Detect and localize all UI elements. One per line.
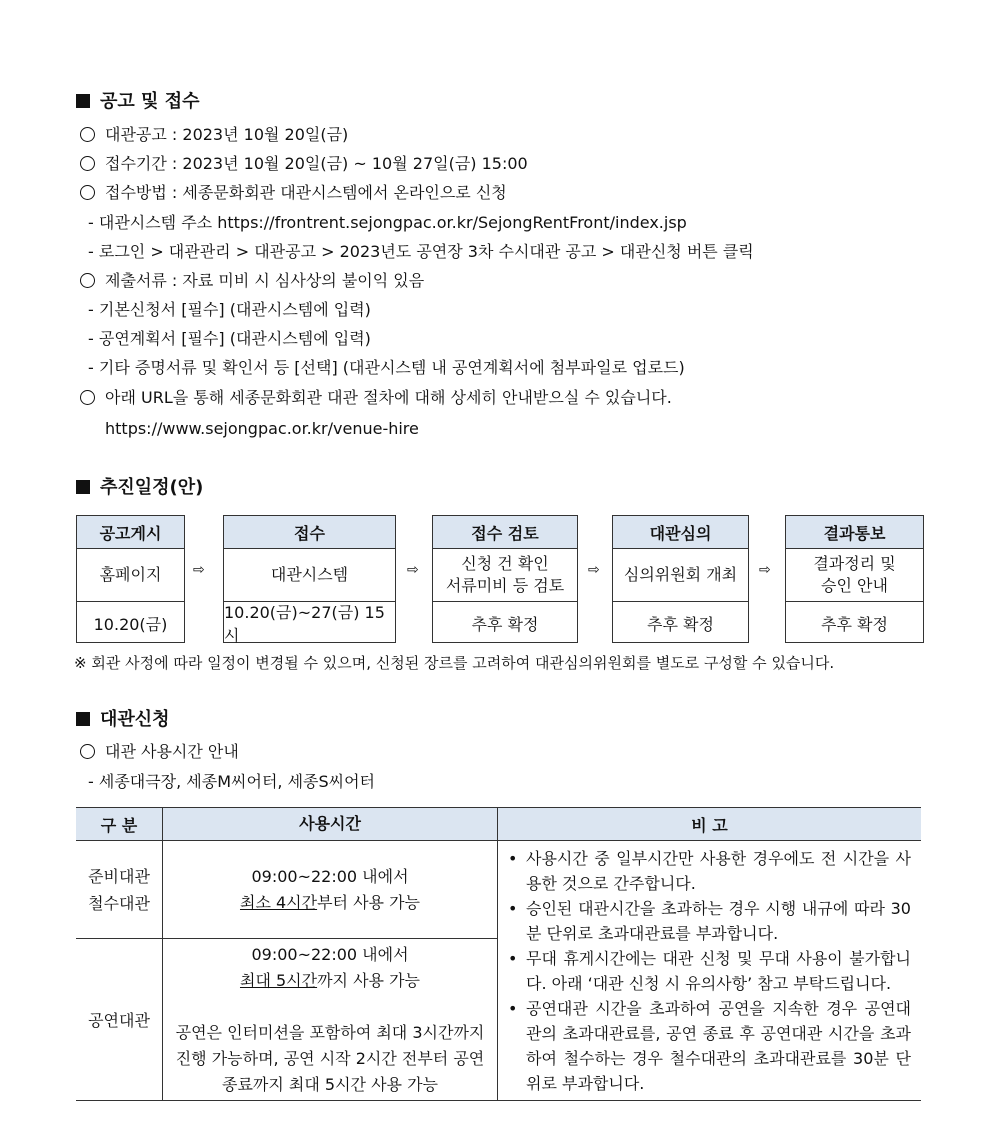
notice-date-line	[80, 124, 348, 146]
doc-other-line	[88, 357, 685, 379]
line-text: 대관 사용시간 안내	[105, 742, 239, 761]
cell-text: 종료까지 최대 5시간 사용 가능	[222, 1074, 438, 1094]
flow-step-review	[432, 515, 578, 643]
circle-bullet-icon	[80, 390, 95, 405]
square-bullet-icon	[76, 712, 90, 726]
column-header: 구 분	[76, 808, 163, 841]
step-body	[77, 549, 184, 602]
square-bullet-icon	[76, 480, 90, 494]
cell-text-rest: 부터 사용 가능	[317, 892, 420, 912]
usage-time-table	[76, 807, 921, 1101]
cell-text: 진행 가능하며, 공연 시작 2시간 전부터 공연	[175, 1048, 485, 1068]
category-cell	[76, 841, 163, 939]
cell-text: 09:00~22:00 내에서	[251, 944, 409, 964]
section-heading-schedule	[76, 477, 203, 499]
step-body-line: 홈페이지	[99, 565, 162, 584]
step-head: 결과통보	[786, 516, 923, 549]
cell-text-rest: 까지 사용 가능	[317, 970, 420, 990]
schedule-note: ※ 회관 사정에 따라 일정이 변경될 수 있으며, 신청된 장르를 고려하여 대관심의위원회를 별도로 구성할 수 있습니다.	[74, 654, 835, 672]
section-heading-application	[76, 709, 170, 731]
doc-basic-line	[88, 299, 371, 321]
step-body-line: 서류미비 등 검토	[445, 576, 565, 595]
cell-text: 철수대관	[88, 893, 150, 913]
line-text: - 세종대극장, 세종M씨어터, 세종S씨어터	[88, 772, 376, 791]
step-body-line: 심의위원회 개최	[623, 565, 738, 584]
cell-text: 준비대관	[88, 866, 150, 886]
table-header-row	[76, 808, 921, 841]
section-title: 대관신청	[100, 709, 170, 730]
line-text: - 공연계획서 [필수] (대관시스템에 입력)	[88, 329, 371, 348]
list-item: • 무대 휴게시간에는 대관 신청 및 무대 사용이 불가합니다. 아래 ‘대관 신청 시 유의사항’ 참고 부탁드립니다.	[506, 946, 911, 996]
flow-step-notice	[76, 515, 185, 643]
venues-line	[88, 771, 375, 793]
step-date: 10.20(금)	[93, 614, 168, 634]
remarks-list	[506, 846, 911, 1096]
flow-step-reception	[223, 515, 396, 643]
flow-step-result	[785, 515, 924, 643]
cell-text	[164, 890, 496, 916]
cell-text	[164, 968, 496, 994]
list-item: • 공연대관 시간을 초과하여 공연을 지속한 경우 공연대관의 초과대관료를, 공연 종료 후 공연대관 시간을 초과하여 철수하는 경우 철수대관의 초과대관료를 30분 단위로 부과합니다.	[506, 996, 911, 1096]
link-text[interactable]: https://www.sejongpac.or.kr/venue-hire	[105, 419, 419, 438]
line-text: - 기본신청서 [필수] (대관시스템에 입력)	[88, 300, 371, 319]
line-text: - 기타 증명서류 및 확인서 등 [선택] (대관시스템 내 공연계획서에 첨부파일로 업로드)	[88, 358, 685, 377]
step-date: 추후 확정	[471, 614, 539, 634]
reception-method-line	[80, 182, 507, 204]
step-body-line: 승인 안내	[821, 576, 888, 595]
step-body	[786, 549, 923, 602]
section-title: 공고 및 접수	[100, 91, 200, 112]
table-row	[76, 841, 921, 939]
list-item: • 사용시간 중 일부시간만 사용한 경우에도 전 시간을 사용한 것으로 간주합니다.	[506, 846, 911, 896]
circle-bullet-icon	[80, 273, 95, 288]
emphasis-text: 최대 5시간	[239, 970, 318, 990]
circle-bullet-icon	[80, 127, 95, 142]
flow-arrow-icon: ⇨	[193, 562, 205, 578]
remarks-cell	[498, 841, 922, 1101]
step-date: 추후 확정	[647, 614, 714, 634]
step-head: 접수	[224, 516, 395, 549]
square-bullet-icon	[76, 94, 90, 108]
venue-hire-link[interactable]	[105, 418, 419, 440]
usage-time-cell	[163, 841, 498, 939]
usage-time-cell	[163, 939, 498, 1101]
line-text: 대관공고 : 2023년 10월 20일(금)	[105, 125, 349, 144]
circle-bullet-icon	[80, 185, 95, 200]
reception-period-line	[80, 153, 528, 175]
line-text: 아래 URL을 통해 세종문화회관 대관 절차에 대해 상세히 안내받으실 수 있습니다.	[105, 388, 672, 407]
emphasis-text: 최소 4시간	[239, 892, 318, 912]
category-cell: 공연대관	[76, 939, 163, 1101]
system-address-line	[88, 212, 687, 234]
step-head: 공고게시	[77, 516, 184, 549]
line-text: - 대관시스템 주소 https://frontrent.sejongpac.or.kr/SejongRentFront/index.jsp	[88, 213, 687, 232]
login-path-line	[88, 241, 754, 263]
step-head: 접수 검토	[433, 516, 577, 549]
flow-arrow-icon: ⇨	[759, 562, 771, 578]
list-item: • 승인된 대관시간을 초과하는 경우 시행 내규에 따라 30분 단위로 초과대관료를 부과합니다.	[506, 896, 911, 946]
line-text: 접수기간 : 2023년 10월 20일(금) ~ 10월 27일(금) 15:00	[105, 154, 528, 173]
cell-text: 공연은 인터미션을 포함하여 최대 3시간까지	[175, 1022, 485, 1042]
usage-time-line	[80, 741, 239, 763]
step-body-line: 신청 건 확인	[461, 554, 549, 573]
flow-arrow-icon: ⇨	[588, 562, 600, 578]
cell-text: 09:00~22:00 내에서	[251, 866, 409, 886]
line-text: 접수방법 : 세종문화회관 대관시스템에서 온라인으로 신청	[105, 183, 507, 202]
column-header: 사용시간	[163, 808, 498, 841]
step-body-line: 대관시스템	[270, 565, 349, 584]
step-body	[224, 549, 395, 602]
line-text: 제출서류 : 자료 미비 시 심사상의 불이익 있음	[105, 271, 425, 290]
flow-arrow-icon: ⇨	[407, 562, 419, 578]
step-head: 대관심의	[613, 516, 748, 549]
column-header: 비 고	[498, 808, 922, 841]
doc-plan-line	[88, 328, 371, 350]
step-body-line: 결과정리 및	[813, 554, 896, 573]
section-title: 추진일정(안)	[100, 477, 204, 498]
step-body	[613, 549, 748, 602]
step-body	[433, 549, 577, 602]
flow-step-deliberation	[612, 515, 749, 643]
step-date: 추후 확정	[821, 614, 888, 634]
line-text: - 로그인 > 대관관리 > 대관공고 > 2023년도 공연장 3차 수시대관 공고 > 대관신청 버튼 클릭	[88, 242, 754, 261]
section-heading-notice	[76, 91, 199, 113]
url-info-line	[80, 387, 672, 409]
circle-bullet-icon	[80, 156, 95, 171]
step-date: 10.20(금)~27(금) 15시	[224, 603, 385, 645]
circle-bullet-icon	[80, 744, 95, 759]
documents-line	[80, 270, 424, 292]
